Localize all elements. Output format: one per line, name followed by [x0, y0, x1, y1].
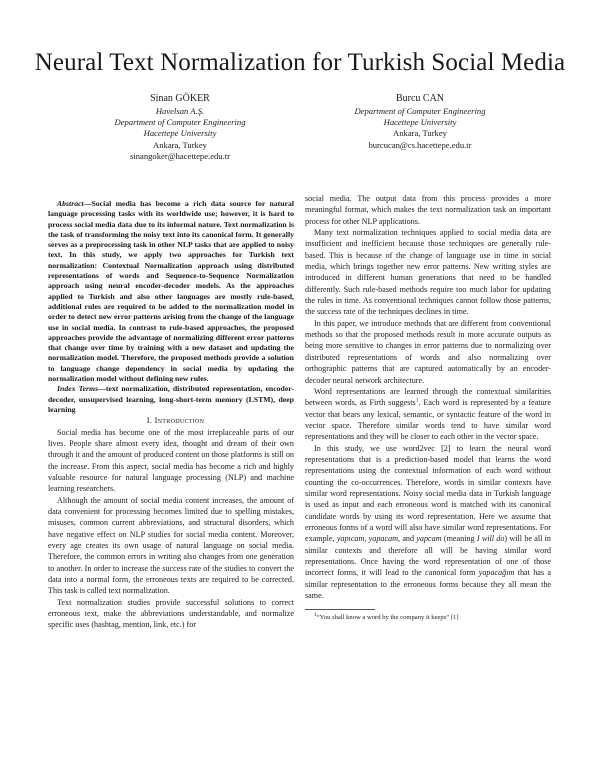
- author-city: Ankara, Turkey: [153, 139, 207, 150]
- author-block-2: [300, 92, 540, 151]
- example-word: yapacam: [368, 534, 399, 544]
- intro-paragraph: Social media has become one of the most irreplaceable parts of our lives. People share almost every idea, thought and dream of their own through it and the amount of produced content on those platforms is still on the increase. From this aspect, social media has become a rich and highly valuable resource for natural language processing (NLP) and machine learning researchers.: [48, 427, 294, 494]
- text-run: , and: [398, 534, 417, 544]
- author-university: Hacettepe University: [143, 128, 217, 139]
- left-column: [48, 199, 294, 631]
- text-run: that has a similar representation to the erroneous forms because they all mean the same.: [305, 568, 551, 601]
- author-university: Hacettepe University: [383, 117, 457, 128]
- text-run: In this study, we use word2vec [2] to learn the neural word representations that is a prediction-based model that learns the word representations using the contextual information of each word without counting the co-occurrences. Therefore, words in similar contexts have similar word representations. Noisy social media data in Turkish language is used as input and each erroneous word is matched with its canonical candidate words by using its word representation. Here we assume that erroneous forms of a word will also have similar word representations. For example,: [305, 443, 551, 544]
- gloss: I will do: [476, 534, 505, 544]
- example-word: yapacağım: [478, 568, 515, 578]
- body-paragraph: Many text normalization techniques applied to social media data are insufficient and inefficient because those techniques are generally rule-based. This is because of the change of language use in time in social media, which brings together new error patterns. New writing styles are introduced in different human generations that need to be handled differently. Such rule-based methods require too much labor for updating the rules in time. As conventional techniques cannot follow those patterns, the success rate of the techniques declines in time.: [305, 228, 551, 317]
- body-paragraph: In this paper, we introduce methods that are different from conventional methods so that the proposed methods result in more accurate outputs as being more sensitive to changes in error patterns due to normalizing over distributed representations of words and also normalizing over orthographic patterns that are captured automatically by an encoder-decoder neural network architecture.: [305, 318, 551, 385]
- index-terms: [48, 384, 294, 415]
- author-name: Burcu CAN: [395, 93, 445, 104]
- author-name: Sinan GÖKER: [150, 93, 210, 104]
- text-run: ,: [364, 534, 369, 544]
- index-terms-label: Index Terms—: [57, 384, 106, 394]
- example-word: yapcam: [416, 534, 442, 544]
- example-word: yapıcam: [336, 534, 365, 544]
- index-terms-text: text normalization, distributed representation, encoder-decoder, unsupervised learning, long-short-term memory (LSTM), deep learning: [48, 384, 294, 414]
- abstract-text: Social media has become a rich data source for natural language processing tasks with its worldwide use; however, it is hard to process social media data due to its informal nature. Text normalization is the task of transforming the noisy text into its canonical form. It generally serves as a preprocessing task in other NLP tasks that are applied to noisy text. In this study, we apply two approaches for Turkish text normalization: Contextual Normalization approach using distributed representations of words and Sequence-to-Sequence Normalization approach using neural encoder-decoder models. As the approaches applied to Turkish and also other languages are mostly rule-based, additional rules are required to be added to the normalization model in order to detect new error patterns arising from the change of the language use in social media. In contrast to rule-based approaches, the proposed approaches provide the advantage of normalizing different error patterns that change over time by training with a new dataset and updating the normalization model. Therefore, the proposed methods provide a solution to language change dependency in social media by updating the normalization model without defining new rules.: [48, 199, 294, 384]
- intro-paragraph: Text normalization studies provide successful solutions to correct erroneous text, make the abbreviations understandable, and normalize specific uses (hashtag, mention, link, etc.) for: [48, 597, 294, 630]
- author-department: Department of Computer Engineering: [114, 117, 246, 128]
- text-run: ) will be all in similar contexts and therefore all will be having similar word representations. Once having the word representation of one of those incorrect forms, it will lead to the canonical form: [305, 534, 551, 578]
- footnote-divider: [305, 609, 375, 610]
- text-run: Word representations are learned through the contextual similarities between words, as Firth suggests: [305, 386, 551, 408]
- right-column: [305, 193, 551, 622]
- author-block-1: [60, 92, 300, 162]
- text-run: . Each word is represented by a feature vector that bears any lexical, semantic, or syntactic feature of the word in vector space. Therefore similar words tend to have similar word representations and they will be closer to each other in the vector space.: [305, 398, 551, 442]
- author-email: sinangoker@hacettepe.edu.tr: [129, 150, 231, 161]
- abstract: [48, 199, 294, 384]
- author-city: Ankara, Turkey: [393, 128, 447, 139]
- body-paragraph: social media. The output data from this process provides a more meaningful format, which makes the text normalization task an important process for other NLP applications.: [305, 194, 551, 226]
- intro-paragraph: Although the amount of social media content increases, the amount of data convenient for processing becomes limited due to spelling mistakes, misuses, common current abbreviations, and structural disorders, which have negative effect on NLP studies for social media content. Moreover, every age creates its own usage of natural language on social media. Therefore, the common errors in writing also changes from one generation to another. In order to increase the success rate of the studies to convert the data into a normal form, the erroneous texts are required to be corrected. This task is called text normalization.: [48, 495, 294, 596]
- footnote-text: “You shall know a word by the company it keeps” [1]: [316, 614, 459, 622]
- paper-title: Neural Text Normalization for Turkish Social Media: [34, 49, 566, 76]
- author-department: Department of Computer Engineering: [354, 106, 486, 116]
- section-number: I.: [146, 416, 155, 426]
- body-paragraph: [305, 443, 551, 602]
- abstract-label: Abstract—: [57, 199, 92, 208]
- author-email: burcucan@cs.hacettepe.edu.tr: [368, 139, 472, 150]
- author-company: Havelsan A.Ş.: [155, 106, 205, 116]
- text-run: (meaning: [441, 534, 477, 544]
- footnote-marker: 1: [415, 397, 419, 404]
- footnote: [305, 613, 551, 622]
- footnote-mark: 1: [314, 612, 317, 619]
- section-title: Introduction: [154, 416, 205, 426]
- body-paragraph: [305, 386, 551, 443]
- section-heading-introduction: [48, 415, 294, 426]
